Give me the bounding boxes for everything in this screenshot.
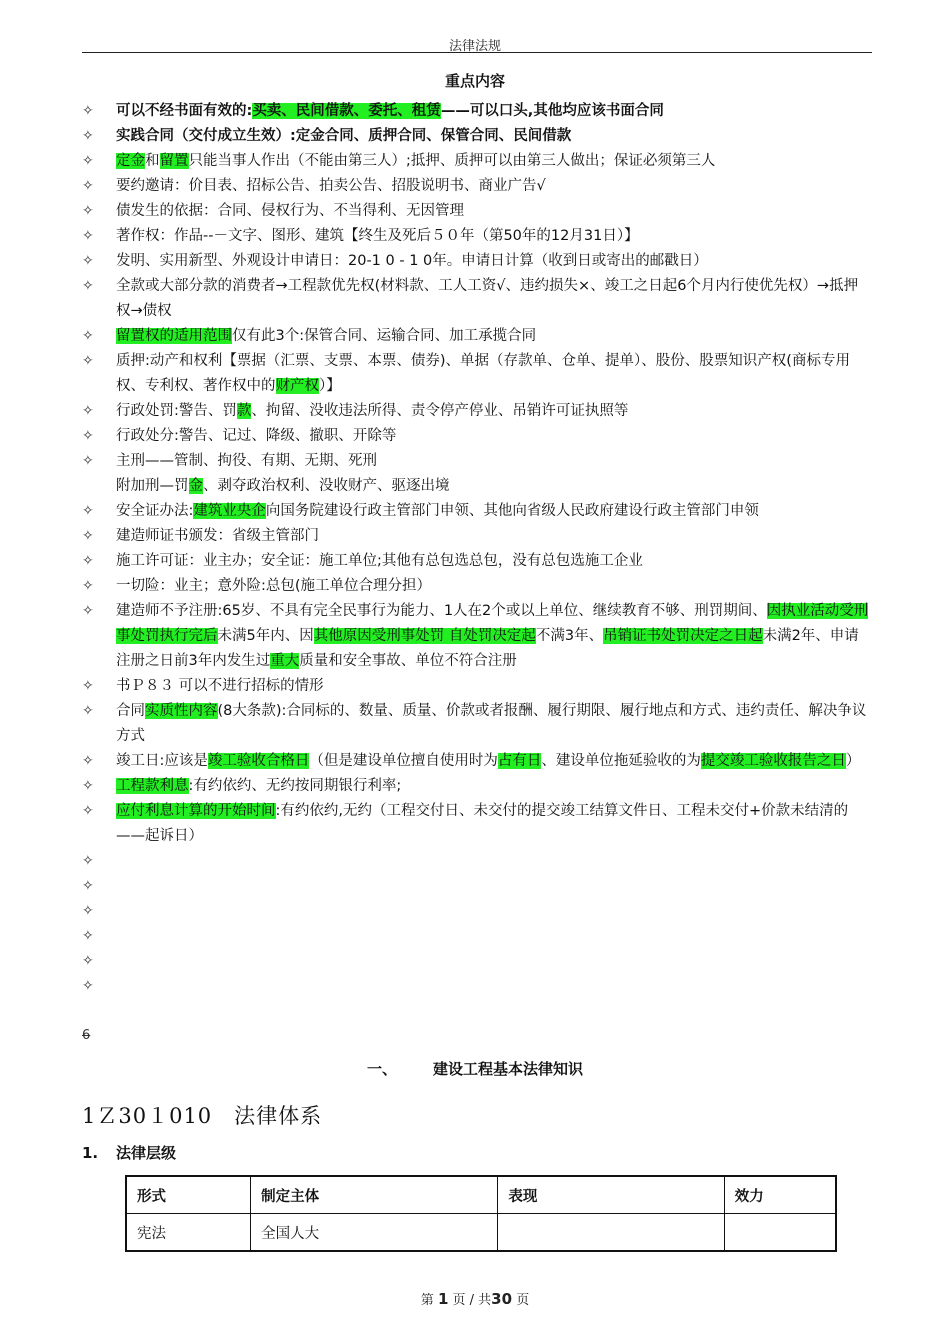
diamond-bullet-icon: ✧ — [82, 528, 94, 544]
highlight: 提交竣工验收报告之日 — [700, 753, 846, 769]
item-text: 施工许可证：业主办；安全证：施工单位;其他有总包选总包，没有总包选施工企业 — [116, 553, 643, 569]
diamond-bullet-icon: ✧ — [82, 753, 94, 769]
numbered-heading — [82, 1142, 176, 1163]
column-header: 形式 — [126, 1176, 251, 1214]
diamond-bullet-icon: ✧ — [82, 803, 94, 819]
diamond-bullet-icon: ✧ — [82, 553, 94, 569]
highlight: 金 — [188, 478, 203, 494]
item-text: 、拘留、没收违法所得、责令停产停业、吊销许可证执照等 — [251, 403, 629, 419]
key-points-list — [82, 99, 872, 999]
diamond-bullet-icon: ✧ — [82, 953, 94, 969]
list-item — [82, 99, 872, 124]
item-text: 向国务院建设行政主管部门申领、其他向省级人民政府建设行政主管部门申领 — [265, 503, 759, 519]
item-text: 行政处罚:警告、罚 — [116, 403, 237, 419]
highlight: 因执业活动受刑事处罚执行完后 — [116, 603, 869, 644]
diamond-bullet-icon: ✧ — [82, 428, 94, 444]
highlight: 吊销证书处罚决定之日起 — [603, 628, 763, 644]
item-text: :有约依约、无约按同期银行利率; — [188, 778, 402, 794]
table-cell — [498, 1214, 724, 1252]
diamond-bullet-icon: ✧ — [82, 278, 94, 294]
list-item — [82, 749, 872, 774]
table-header-row — [126, 1176, 836, 1214]
empty-list-item — [82, 849, 872, 874]
item-text: 只能当事人作出（不能由第三人）;抵押、质押可以由第三人做出；保证必须第三人 — [188, 153, 716, 169]
diamond-bullet-icon: ✧ — [82, 503, 94, 519]
diamond-bullet-icon: ✧ — [82, 878, 94, 894]
empty-list-item — [82, 899, 872, 924]
list-item — [82, 699, 872, 749]
diamond-bullet-icon: ✧ — [82, 128, 94, 144]
highlight: 重大 — [270, 653, 300, 669]
diamond-bullet-icon: ✧ — [82, 253, 94, 269]
list-item — [82, 124, 872, 149]
diamond-bullet-icon: ✧ — [82, 578, 94, 594]
item-text: 建造师证书颁发：省级主管部门 — [116, 528, 319, 544]
empty-list-item — [82, 874, 872, 899]
diamond-bullet-icon: ✧ — [82, 778, 94, 794]
chapter-text: 建设工程基本法律知识 — [433, 1060, 584, 1078]
list-item — [82, 574, 872, 599]
item-text: 发明、实用新型、外观设计申请日：20-1 0 - 1 0年。申请日计算（收到日或寄出的邮戳日） — [116, 253, 708, 269]
item-text: 、建设单位拖延验收的为 — [541, 753, 701, 769]
diamond-bullet-icon: ✧ — [82, 678, 94, 694]
item-text: 安全证办法: — [116, 503, 194, 519]
highlight: 应付利息计算的开始时间 — [116, 803, 276, 819]
item-text: 建造师不予注册:65岁、不具有完全民事行为能力、1人在2个或以上单位、继续教育不够、刑罚期间、 — [116, 603, 767, 619]
list-item — [82, 424, 872, 449]
item-text: 合同 — [116, 703, 145, 719]
item-text: 附加刑—罚 — [116, 478, 189, 494]
item-text: 实践合同（交付成立生效）:定金合同、质押合同、保管合同、民间借款 — [116, 128, 572, 144]
item-text: 要约邀请：价目表、招标公告、拍卖公告、招股说明书、商业广告√ — [116, 178, 546, 194]
highlight: 实质性内容 — [145, 703, 218, 719]
table-cell: 全国人大 — [251, 1214, 498, 1252]
item-text: ）】 — [319, 378, 341, 394]
table-row — [126, 1214, 836, 1252]
total-pages: 30 — [491, 1290, 513, 1308]
item-text: :有约依约,无约（工程交付日、未交付的提交竣工结算文件日、工程未交付+价款未结清的——起诉日） — [116, 803, 849, 844]
item-text: 、剥夺政治权利、没收财产、驱逐出境 — [203, 478, 450, 494]
item-text: 仅有此3个:保管合同、运输合同、加工承揽合同 — [232, 328, 537, 344]
list-item — [82, 324, 872, 349]
diamond-bullet-icon: ✧ — [82, 403, 94, 419]
item-text: 未满5年内、因 — [217, 628, 314, 644]
highlight: 工程款利息 — [116, 778, 189, 794]
diamond-bullet-icon: ✧ — [82, 928, 94, 944]
list-item — [82, 149, 872, 174]
chapter-title — [0, 1058, 950, 1079]
item-text: 质量和安全事故、单位不符合注册 — [299, 653, 517, 669]
page-footer — [0, 1289, 950, 1308]
list-item — [82, 249, 872, 274]
footer-suffix: 页 — [516, 1293, 530, 1308]
list-item — [82, 224, 872, 249]
highlight: 定金 — [116, 153, 145, 169]
item-text: 著作权：作品--－文字、图形、建筑【终生及死后５０年（第50年的12月31日）】 — [116, 228, 639, 244]
column-header: 制定主体 — [251, 1176, 498, 1214]
list-item — [82, 799, 872, 849]
highlight: 占有日 — [497, 753, 542, 769]
diamond-bullet-icon: ✧ — [82, 153, 94, 169]
item-text: 竣工日:应该是 — [116, 753, 208, 769]
highlight: 留置 — [159, 153, 189, 169]
diamond-bullet-icon: ✧ — [82, 903, 94, 919]
list-item — [82, 449, 872, 474]
item-text: (8大条款):合同标的、数量、质量、价款或者报酬、履行期限、履行地点和方式、违约责任、解决争议方式 — [116, 703, 867, 744]
list-item — [82, 549, 872, 574]
empty-list-item — [82, 974, 872, 999]
current-page: 1 — [437, 1290, 449, 1308]
list-item-continuation — [82, 474, 872, 499]
list-item — [82, 774, 872, 799]
highlight: 建筑业央企 — [193, 503, 266, 519]
footer-prefix: 第 — [420, 1293, 434, 1308]
heading-number: 1. — [82, 1144, 99, 1162]
section-title: 重点内容 — [444, 72, 505, 90]
diamond-bullet-icon: ✧ — [82, 853, 94, 869]
item-text: 全款或大部分款的消费者→工程款优先权(材料款、工人工资√、违约损失×、竣工之日起6个月内行使优先权）→抵押权→债权 — [116, 278, 859, 319]
item-text: 行政处分:警告、记过、降级、撤职、开除等 — [116, 428, 397, 444]
highlight: 其他原因受刑事处罚 自处罚决定起 — [313, 628, 536, 644]
footer-mid: 页 / 共 — [452, 1293, 492, 1308]
item-text: 可以不经书面有效的: — [116, 103, 253, 119]
item-text: 和 — [145, 153, 160, 169]
item-text: 主刑——管制、拘役、有期、无期、死刑 — [116, 453, 377, 469]
list-item — [82, 199, 872, 224]
diamond-bullet-icon: ✧ — [82, 703, 94, 719]
end-mark: 6 — [82, 1028, 91, 1043]
diamond-bullet-icon: ✧ — [82, 203, 94, 219]
diamond-bullet-icon: ✧ — [82, 603, 94, 619]
subsection-title: 1Ｚ30１010 法律体系 — [82, 1104, 323, 1128]
highlight: 款 — [236, 403, 252, 419]
column-header: 效力 — [724, 1176, 836, 1214]
item-text: 债发生的依据：合同、侵权行为、不当得利、无因管理 — [116, 203, 464, 219]
diamond-bullet-icon: ✧ — [82, 353, 94, 369]
diamond-bullet-icon: ✧ — [82, 103, 94, 119]
empty-list-item — [82, 949, 872, 974]
list-item — [82, 349, 872, 399]
list-item — [82, 499, 872, 524]
heading-text: 法律层级 — [116, 1144, 177, 1162]
highlight: 竣工验收合格日 — [207, 753, 310, 769]
table-cell: 宪法 — [126, 1214, 251, 1252]
diamond-bullet-icon: ✧ — [82, 328, 94, 344]
item-text: 未满2年、申请注册之日前3年内发生过 — [116, 628, 859, 669]
page-header-title: 法律法规 — [448, 39, 501, 54]
item-text: 书Ｐ８３ 可以不进行招标的情形 — [116, 678, 324, 694]
list-item — [82, 524, 872, 549]
column-header: 表现 — [498, 1176, 724, 1214]
table-cell — [724, 1214, 836, 1252]
diamond-bullet-icon: ✧ — [82, 178, 94, 194]
list-item — [82, 599, 872, 674]
diamond-bullet-icon: ✧ — [82, 453, 94, 469]
item-text: 质押:动产和权利【票据（汇票、支票、本票、债券)、单据（存款单、仓单、提单）、股份、股票知识产权(商标专用权、专利权、著作权中的 — [116, 353, 850, 394]
item-text: 一切险：业主；意外险:总包(施工单位合理分担） — [116, 578, 432, 594]
list-item — [82, 399, 872, 424]
item-text: ——可以口头,其他均应该书面合同 — [440, 103, 664, 119]
empty-list-item — [82, 924, 872, 949]
list-item — [82, 674, 872, 699]
list-item — [82, 274, 872, 324]
list-item — [82, 174, 872, 199]
law-hierarchy-table — [125, 1175, 837, 1252]
item-text: ） — [845, 753, 861, 769]
diamond-bullet-icon: ✧ — [82, 978, 94, 994]
diamond-bullet-icon: ✧ — [82, 228, 94, 244]
highlight: 财产权 — [275, 378, 319, 394]
highlight: 买卖、民间借款、委托、租赁 — [252, 103, 441, 119]
item-text: 不满3年、 — [535, 628, 604, 644]
highlight: 留置权的适用范围 — [116, 328, 232, 344]
header-rule — [82, 52, 872, 53]
item-text: （但是建设单位擅自使用时为 — [309, 753, 498, 769]
chapter-number: 一、 — [366, 1060, 397, 1078]
